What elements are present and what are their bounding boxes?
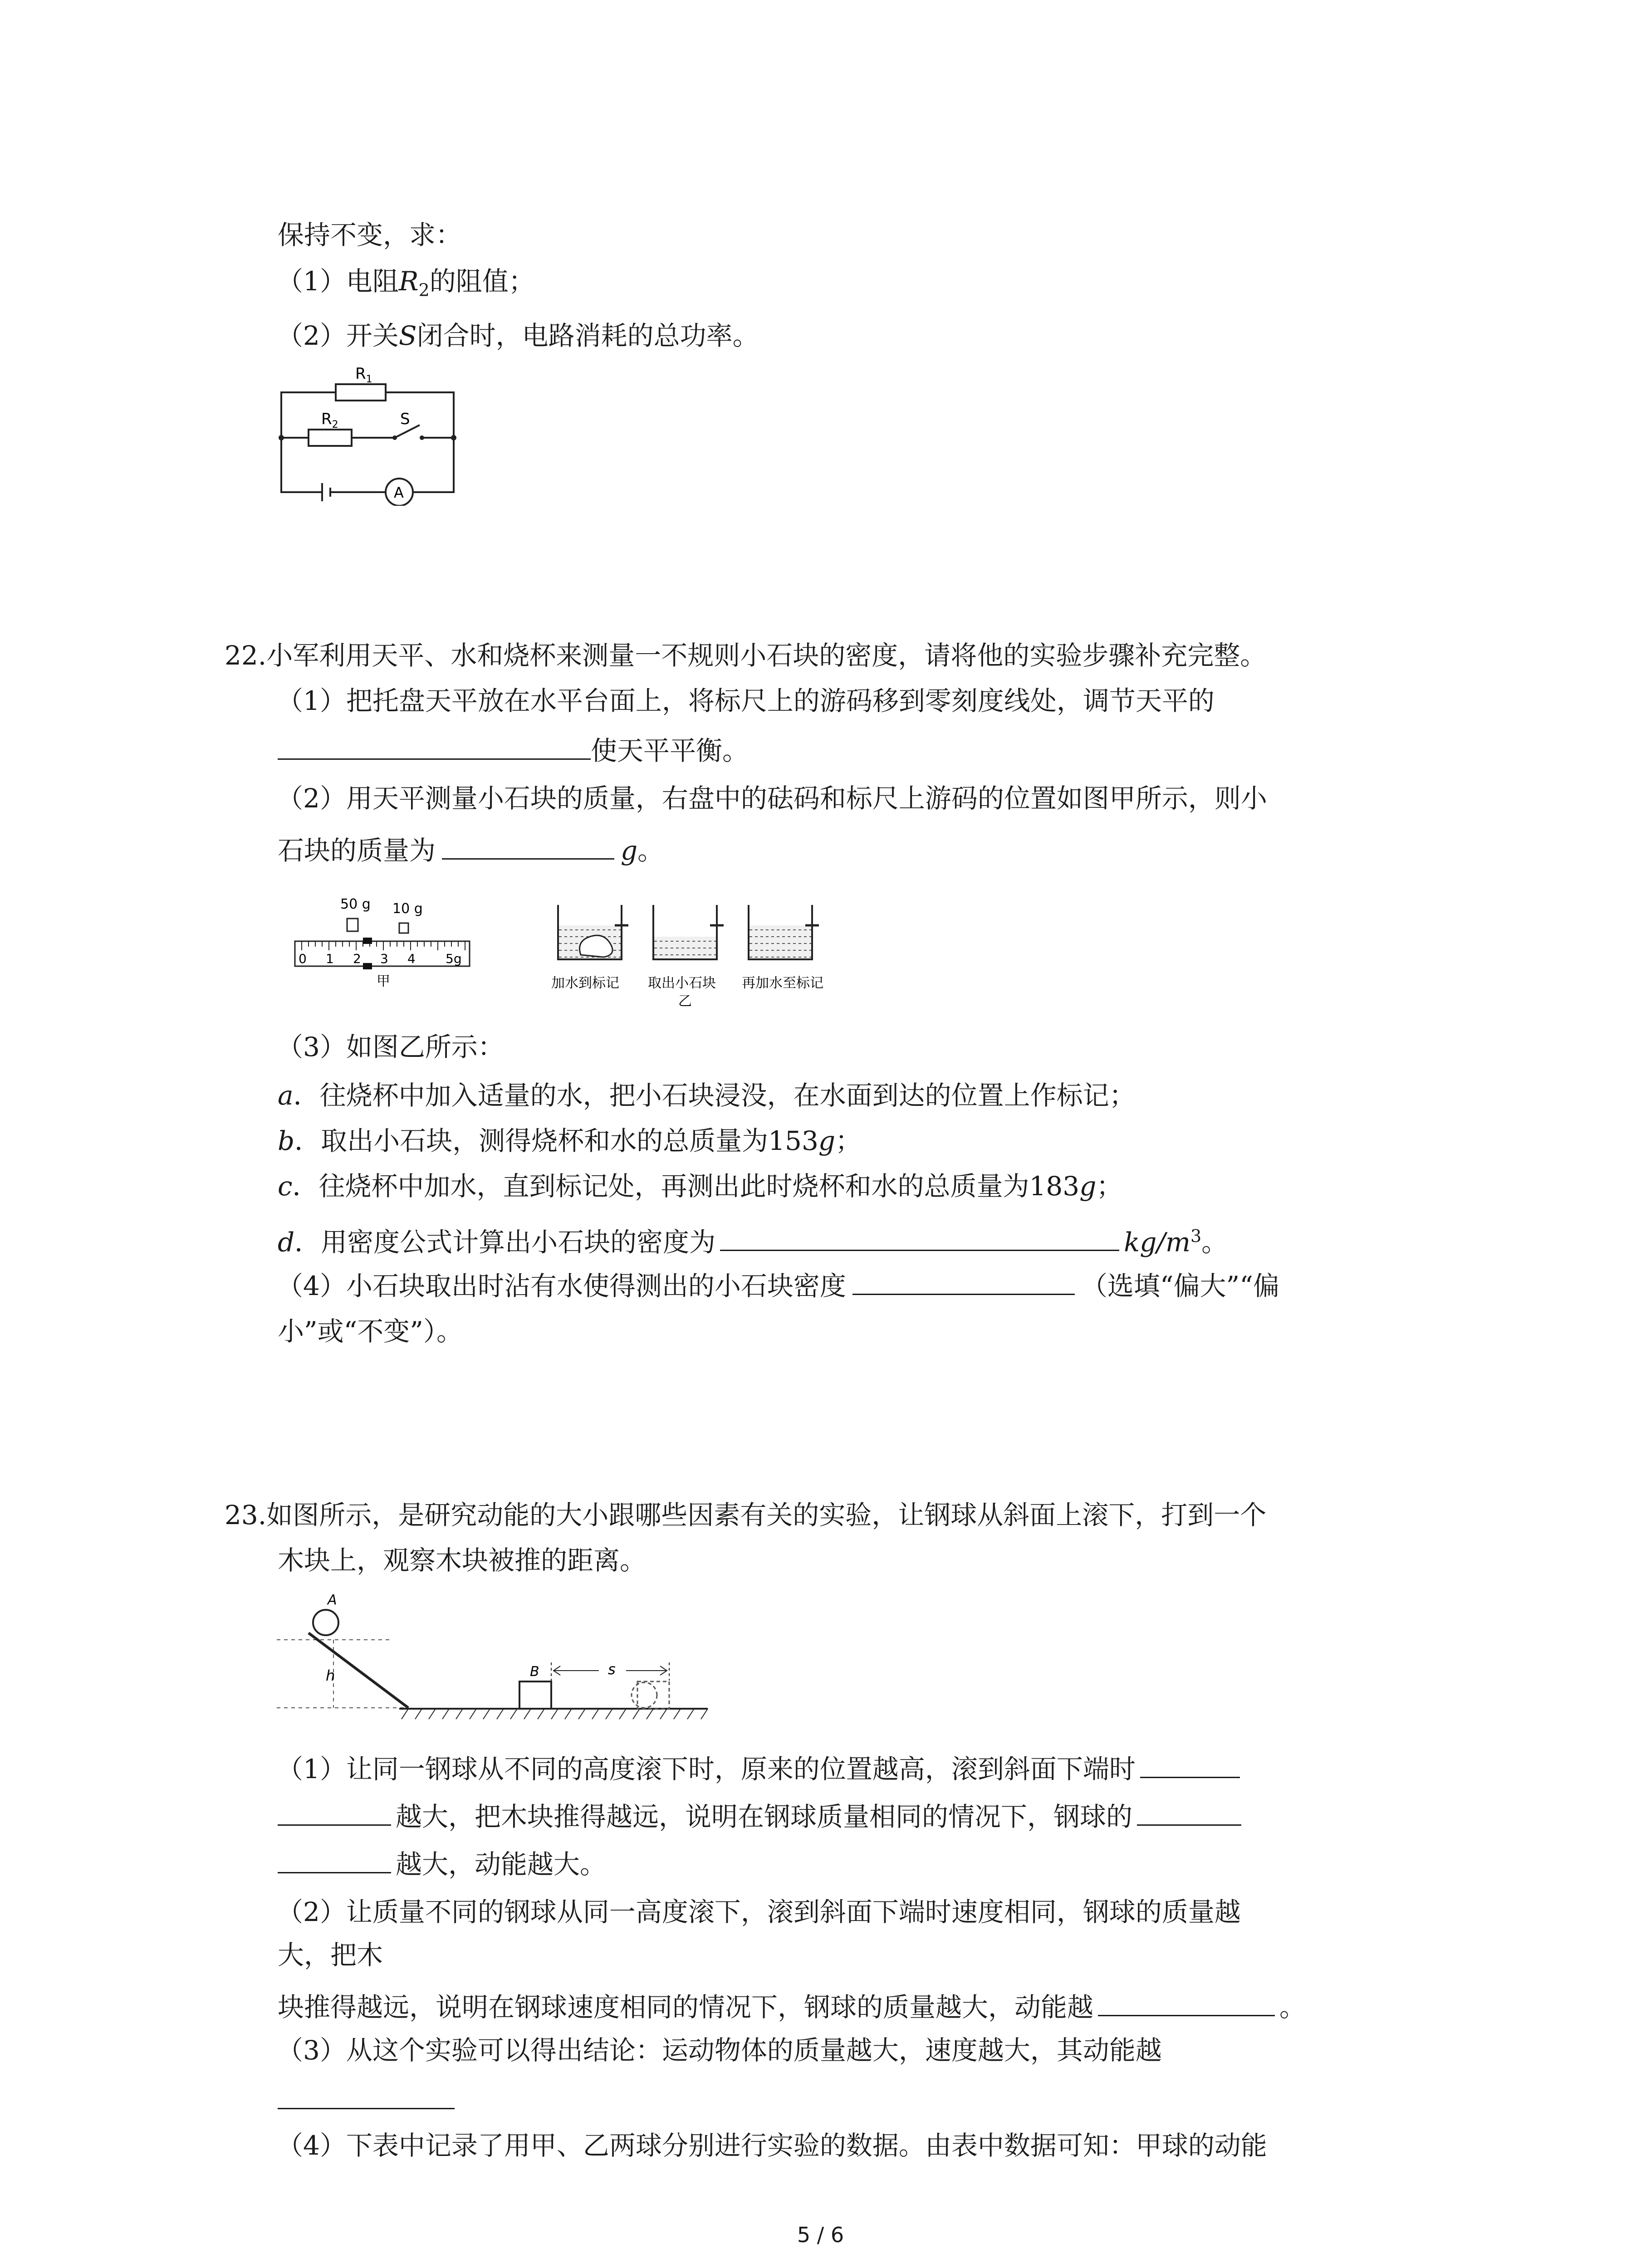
r2-label: $R_2$ xyxy=(321,410,338,430)
r1-label: $R_1$ xyxy=(355,365,372,385)
balance-figure-jia xyxy=(295,896,470,989)
answer-blank[interactable] xyxy=(442,830,614,860)
q22-step1: （1）把托盘天平放在水平台面上，将标尺上的游码移到零刻度线处，调节天平的 xyxy=(277,685,1215,716)
beaker-3 xyxy=(742,905,823,991)
steel-ball xyxy=(313,1610,338,1635)
weight-10g xyxy=(399,923,408,933)
answer-blank[interactable] xyxy=(852,1266,1075,1295)
q22-step3-a: a．往烧杯中加入适量的水，把小石块浸没，在水面到达的位置上作标记； xyxy=(278,1080,1136,1111)
answer-blank[interactable] xyxy=(1098,1987,1275,2016)
q23-incline-figure xyxy=(272,1590,726,1735)
beaker-1 xyxy=(551,905,628,991)
q23-stem: 23.如图所示，是研究动能的大小跟哪些因素有关的实验，让钢球从斜面上滚下，打到一个 xyxy=(225,1500,1267,1530)
q22-step4-cont: 小”或“不变”）。 xyxy=(278,1316,463,1347)
q22-step3-b: b．取出小石块，测得烧杯和水的总质量为153g； xyxy=(278,1125,862,1156)
answer-blank[interactable] xyxy=(1137,1796,1241,1826)
ammeter-label: A xyxy=(394,484,404,501)
tick-label: 1 xyxy=(326,951,334,966)
height-label: h xyxy=(326,1667,335,1684)
beaker-1-caption: 加水到标记 xyxy=(551,975,619,991)
q23-step3: （3）从这个实验可以得出结论：运动物体的质量越大，速度越大，其动能越 xyxy=(277,2035,1162,2066)
tick-label: 2 xyxy=(353,951,361,966)
q23-stem-cont: 木块上，观察木块被推的距离。 xyxy=(278,1545,647,1576)
figure-label-jia: 甲 xyxy=(377,973,390,989)
incline xyxy=(309,1633,408,1708)
page-number: 5 / 6 xyxy=(797,2223,844,2247)
q23-step3-blank xyxy=(278,2080,455,2118)
answer-blank[interactable] xyxy=(278,730,591,760)
answer-blank[interactable] xyxy=(720,1222,1119,1251)
q23-step2: （2）让质量不同的钢球从同一高度滚下，滚到斜面下端时速度相同，钢球的质量越 xyxy=(277,1897,1241,1927)
beaker-2 xyxy=(648,905,724,1009)
beaker-3-caption: 再加水至标记 xyxy=(742,975,823,991)
beaker-2-caption: 取出小石块 xyxy=(648,975,716,991)
weight-50g xyxy=(347,919,358,931)
rider-top xyxy=(363,938,372,944)
q22-figure xyxy=(286,887,871,1023)
q23-step2-cont2: 块推得越远，说明在钢球速度相同的情况下，钢球的质量越大，动能越 。 xyxy=(278,1987,1306,2025)
answer-blank[interactable] xyxy=(1140,1749,1240,1778)
q22-step3-d: d．用密度公式计算出小石块的密度为 $kg/m^3$。 xyxy=(278,1218,1228,1260)
answer-blank[interactable] xyxy=(278,2080,455,2109)
wood-block xyxy=(519,1681,551,1709)
q21-circuit-diagram xyxy=(272,356,463,506)
q23-step1: （1）让同一钢球从不同的高度滚下时，原来的位置越高，滚到斜面下端时 xyxy=(277,1749,1240,1787)
q21-continuation: 保持不变，求： xyxy=(278,220,462,250)
q22-step3-c: c．往烧杯中加水，直到标记处，再测出此时烧杯和水的总质量为183g； xyxy=(278,1171,1123,1202)
q21-sub2: （2）开关S闭合时，电路消耗的总功率。 xyxy=(277,320,759,351)
junction-dot xyxy=(279,435,284,440)
q23-step2-cont: 大，把木 xyxy=(278,1940,383,1970)
answer-blank[interactable] xyxy=(278,1796,391,1826)
tick-label: 4 xyxy=(407,951,416,966)
q23-step1-cont: 越大，把木块推得越远，说明在钢球质量相同的情况下，钢球的 xyxy=(278,1796,1241,1835)
q22-step2: （2）用天平测量小石块的质量，右盘中的砝码和标尺上游码的位置如图甲所示，则小 xyxy=(277,783,1267,814)
beaker-figure-yi xyxy=(551,905,823,1009)
q23-step1-cont2: 越大，动能越大。 xyxy=(278,1844,606,1882)
distance-label: s xyxy=(608,1661,616,1678)
block-label: B xyxy=(530,1664,539,1680)
tick-label: 5g xyxy=(446,951,462,966)
figure-label-yi: 乙 xyxy=(678,993,692,1009)
block-ghost xyxy=(637,1681,669,1709)
q22-step3: （3）如图乙所示： xyxy=(277,1031,504,1062)
q21-sub1: （1）电阻$R_2$的阻值； xyxy=(277,266,535,300)
q22-step4: （4）小石块取出时沾有水使得测出的小石块密度 （选填“偏大”“偏 xyxy=(277,1266,1279,1304)
q22-step2-cont: 石块的质量为 g。 xyxy=(278,830,664,869)
rider-bottom xyxy=(363,963,372,969)
q23-step4: （4）下表中记录了用甲、乙两球分别进行实验的数据。由表中数据可知：甲球的动能 xyxy=(277,2130,1267,2161)
q22-stem: 22.小军利用天平、水和烧杯来测量一不规则小石块的密度，请将他的实验步骤补充完整。 xyxy=(225,640,1267,671)
tick-label: 3 xyxy=(380,951,388,966)
answer-blank[interactable] xyxy=(278,1844,391,1873)
switch-label: S xyxy=(400,410,410,428)
ball-ghost xyxy=(632,1682,657,1708)
junction-dot xyxy=(451,435,456,440)
tick-label: 0 xyxy=(299,951,307,966)
weight-50g-label: 50 g xyxy=(340,896,371,912)
q22-step1-cont: 使天平平衡。 xyxy=(278,730,749,769)
ball-label: A xyxy=(328,1592,337,1608)
weight-10g-label: 10 g xyxy=(392,901,423,917)
